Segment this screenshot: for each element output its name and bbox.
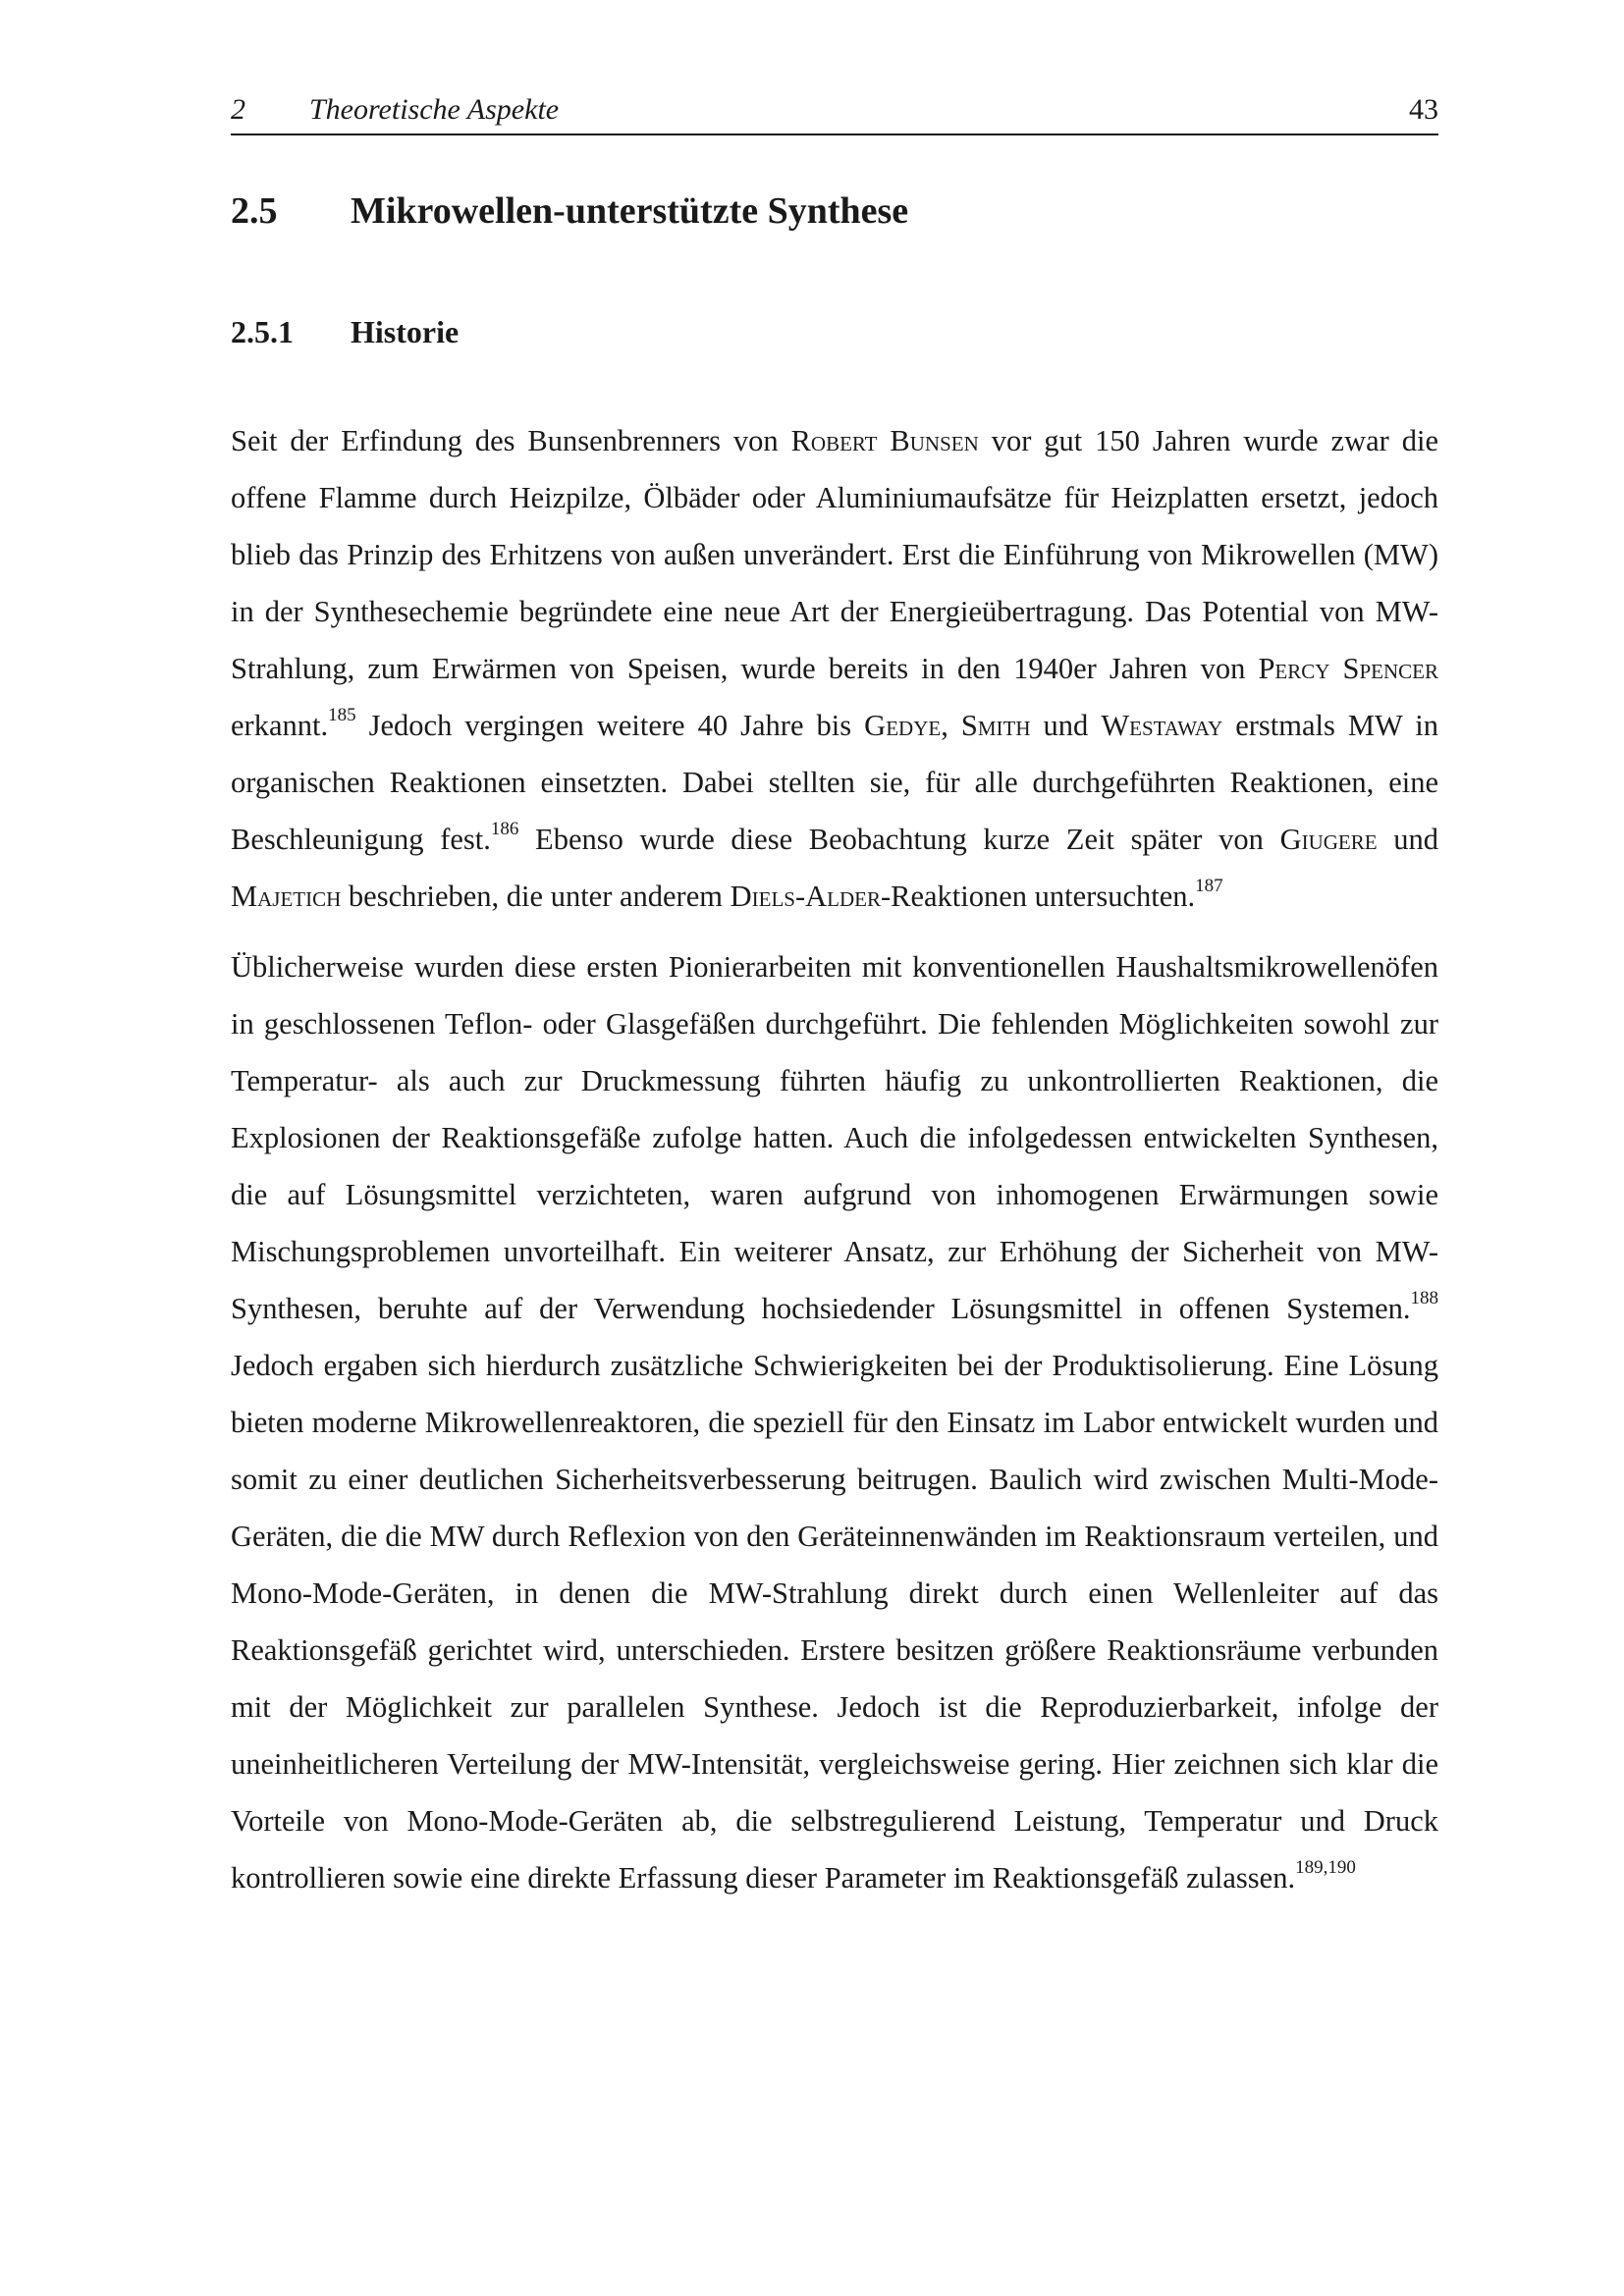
section-heading (231, 187, 1438, 236)
citation-185: 185 (328, 704, 356, 725)
author-name-gedye: Gedye (864, 709, 942, 742)
subsection-number: 2.5.1 (231, 314, 294, 349)
paragraph-history-1 (231, 412, 1438, 925)
author-name-percy-spencer: Percy Spencer (1258, 652, 1438, 685)
header-page-number: 43 (1409, 93, 1438, 126)
text-run: -Reaktionen untersuchten. (880, 880, 1196, 913)
author-name-diels-alder: Diels-Alder (730, 880, 881, 913)
text-run: beschrieben, die unter anderem (341, 880, 731, 913)
subsection-title: Historie (351, 314, 460, 349)
citation-186: 186 (490, 818, 519, 839)
text-run: und (1377, 823, 1439, 856)
section-number: 2.5 (231, 190, 278, 232)
text-run: Ebenso wurde diese Beobachtung kurze Zeit später von (518, 823, 1280, 856)
citation-187: 187 (1195, 875, 1223, 896)
text-run: und (1030, 709, 1102, 742)
text-run: erstmals MW in organischen Reaktionen einsetzten. Dabei stellten sie, für alle durchgeführten Reaktionen, eine Beschleunigung fest. (231, 709, 1439, 856)
paragraph-history-2 (231, 938, 1438, 1906)
subsection-heading (231, 310, 1438, 353)
author-name-robert-bunsen: Robert Bunsen (790, 424, 979, 457)
author-name-smith: Smith (960, 709, 1031, 742)
running-header (231, 90, 1438, 135)
author-name-westaway: Westaway (1101, 709, 1223, 742)
text-run: Jedoch vergingen weitere 40 Jahre bis (355, 709, 865, 742)
author-name-giugere: Giugere (1279, 823, 1378, 856)
citation-188: 188 (1410, 1287, 1438, 1308)
text-run: Jedoch ergaben sich hierdurch zusätzliche Schwierigkeiten bei der Produktisolierung. Eine Lösung bieten moderne Mikrowellenreaktoren, die speziell für den Einsatz im Labor entwickelt wurden und somit zu einer deutlichen Sicherheitsverbesserung beitrugen. Baulich wird zwischen Multi-Mode-Geräten, die die MW durch Reflexion von den Geräteinnenwänden im Reaktionsraum verteilen, und Mono-Mode-Geräten, in denen die MW-Strahlung direkt durch einen Wellenleiter auf das Reaktionsgefäß gerichtet wird, unterschieden. Erstere besitzen größere Reaktionsräume verbunden mit der Möglichkeit zur parallelen Synthese. Jedoch ist die Reproduzierbarkeit, infolge der uneinheitlicheren Verteilung der MW-Intensität, vergleichsweise gering. Hier zeichnen sich klar die Vorteile von Mono-Mode-Geräten ab, die selbstregulierend Leistung, Temperatur und Druck kontrollieren sowie eine direkte Erfassung dieser Parameter im Reaktionsgefäß zulassen. (231, 1349, 1438, 1895)
page (231, 90, 1438, 1906)
text-run: Üblicherweise wurden diese ersten Pionierarbeiten mit konventionellen Haushaltsmikrowellenöfen in geschlossenen Teflon- oder Glasgefäßen durchgeführt. Die fehlenden Möglichkeiten sowohl zur Temperatur- als auch zur Druckmessung führten häufig zu unkontrollierten Reaktionen, die Explosionen der Reaktionsgefäße zufolge hatten. Auch die infolgedessen entwickelten Synthesen, die auf Lösungsmittel verzichteten, waren aufgrund von inhomogenen Erwärmungen sowie Mischungsproblemen unvorteilhaft. Ein weiterer Ansatz, zur Erhöhung der Sicherheit von MW-Synthesen, beruhte auf der Verwendung hochsiedender Lösungsmittel in offenen Systemen. (231, 950, 1438, 1325)
text-run: vor gut 150 Jahren wurde zwar die offene Flamme durch Heizpilze, Ölbäder oder Aluminiumaufsätze für Heizplatten ersetzt, jedoch blieb das Prinzip des Erhitzens von außen unverändert. Erst die Einführung von Mikrowellen (MW) in der Synthesechemie begründete eine neue Art der Energieübertragung. Das Potential von MW-Strahlung, zum Erwärmen von Speisen, wurde bereits in den 1940er Jahren von (231, 424, 1438, 685)
header-chapter-number: 2 (231, 93, 245, 126)
text-run: , (941, 709, 961, 742)
author-name-majetich: Majetich (231, 880, 342, 913)
section-title: Mikrowellen-unterstützte Synthese (351, 190, 909, 232)
text-run: erkannt. (231, 709, 329, 742)
header-chapter-title: Theoretische Aspekte (309, 93, 560, 126)
citation-189-190: 189,190 (1295, 1856, 1356, 1878)
text-run: Seit der Erfindung des Bunsenbrenners von (231, 424, 791, 457)
